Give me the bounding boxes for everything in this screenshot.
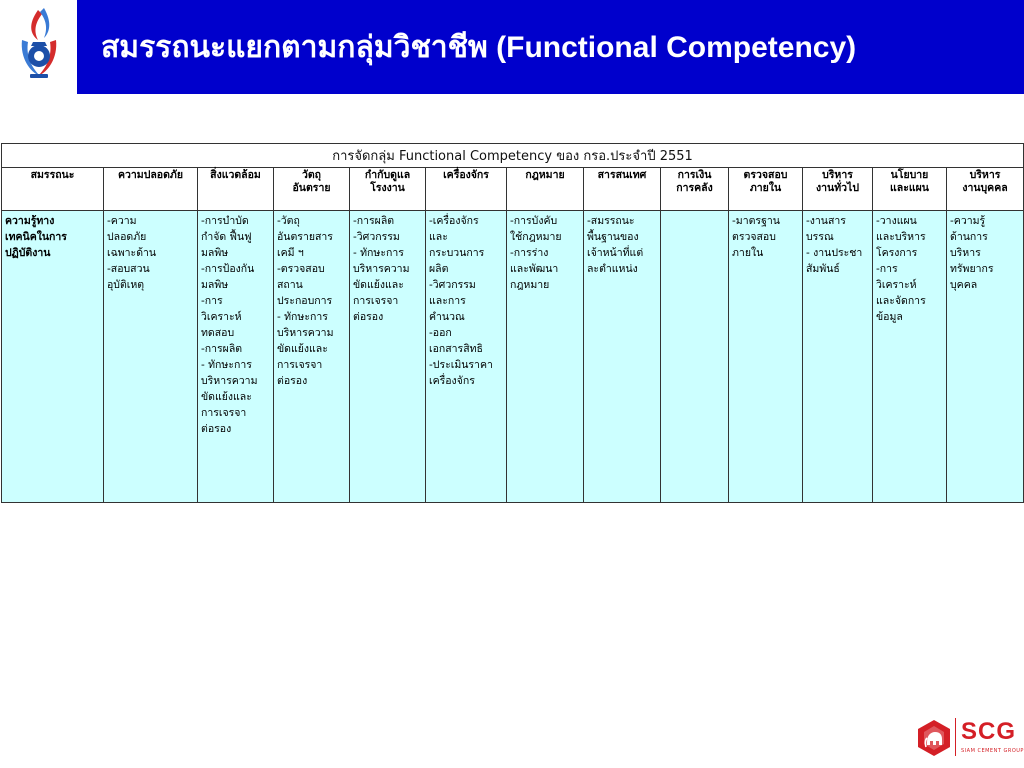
column-header: การเงิน การคลัง — [661, 168, 729, 211]
column-header: วัตถุ อันตราย — [274, 168, 350, 211]
column-header: บริหาร งานบุคคล — [947, 168, 1024, 211]
table-cell: -การบำบัด กำจัด ฟื้นฟู มลพิษ -การป้องกัน มลพิษ -การ วิเคราะห์ ทดสอบ -การผลิต - ทักษะการ บริหารความ ขัดแย้งและ การเจรจา ต่อรอง — [198, 211, 274, 503]
table-cell: -งานสาร บรรณ - งานประชา สัมพันธ์ — [803, 211, 873, 503]
column-header: สิ่งแวดล้อม — [198, 168, 274, 211]
row-header: ความรู้ทาง เทคนิคในการ ปฏิบัติงาน — [2, 211, 104, 503]
table-caption-row — [2, 144, 1024, 168]
table-caption: การจัดกลุ่ม Functional Competency ของ กรอ.ประจำปี 2551 — [2, 144, 1024, 168]
table-cell: -เครื่องจักร และ กระบวนการ ผลิต -วิศวกรรม และการ คำนวณ -ออก เอกสารสิทธิ -ประเมินราคา เครื่องจักร — [426, 211, 507, 503]
column-header: บริหาร งานทั่วไป — [803, 168, 873, 211]
organization-logo — [0, 0, 77, 94]
table-row — [2, 211, 1024, 503]
table-cell: -ความ ปลอดภัย เฉพาะด้าน -สอบสวน อุบัติเหตุ — [104, 211, 198, 503]
column-header: นโยบาย และแผน — [873, 168, 947, 211]
competency-table — [1, 143, 1024, 503]
table-cell: -การผลิต -วิศวกรรม - ทักษะการ บริหารความ ขัดแย้งและ การเจรจา ต่อรอง — [350, 211, 426, 503]
column-header: ตรวจสอบ ภายใน — [729, 168, 803, 211]
scg-brand-text: SCG — [961, 718, 1017, 745]
table-cell: -วางแผน และบริหาร โครงการ -การ วิเคราะห์ และจัดการ ข้อมูล — [873, 211, 947, 503]
organization-emblem-icon — [0, 0, 77, 94]
column-header: ความปลอดภัย — [104, 168, 198, 211]
page-title: สมรรถนะแยกตามกลุ่มวิชาชีพ (Functional Competency) — [101, 30, 857, 64]
column-header: สมรรถนะ — [2, 168, 104, 211]
table-cell: -วัตถุ อันตรายสาร เคมี ฯ -ตรวจสอบ สถาน ประกอบการ - ทักษะการ บริหารความ ขัดแย้งและ การเจรจา ต่อรอง — [274, 211, 350, 503]
column-header: กำกับดูแล โรงงาน — [350, 168, 426, 211]
scg-logo — [915, 716, 1023, 764]
table-header-row — [2, 168, 1024, 211]
column-header: สารสนเทศ — [584, 168, 661, 211]
scg-divider — [955, 718, 956, 756]
table-cell: -การบังคับ ใช้กฎหมาย -การร่าง และพัฒนา กฎหมาย — [507, 211, 584, 503]
scg-elephant-icon — [915, 718, 953, 758]
table-cell: -มาตรฐาน ตรวจสอบ ภายใน — [729, 211, 803, 503]
column-header: กฎหมาย — [507, 168, 584, 211]
table-cell — [661, 211, 729, 503]
column-header: เครื่องจักร — [426, 168, 507, 211]
scg-brand-subtitle: SIAM CEMENT GROUP — [961, 748, 1024, 754]
table-cell: -ความรู้ ด้านการ บริหาร ทรัพยากร บุคคล — [947, 211, 1024, 503]
table-cell: -สมรรถนะ พื้นฐานของ เจ้าหน้าที่แต่ ละตำแหน่ง — [584, 211, 661, 503]
title-bar — [77, 0, 1024, 94]
